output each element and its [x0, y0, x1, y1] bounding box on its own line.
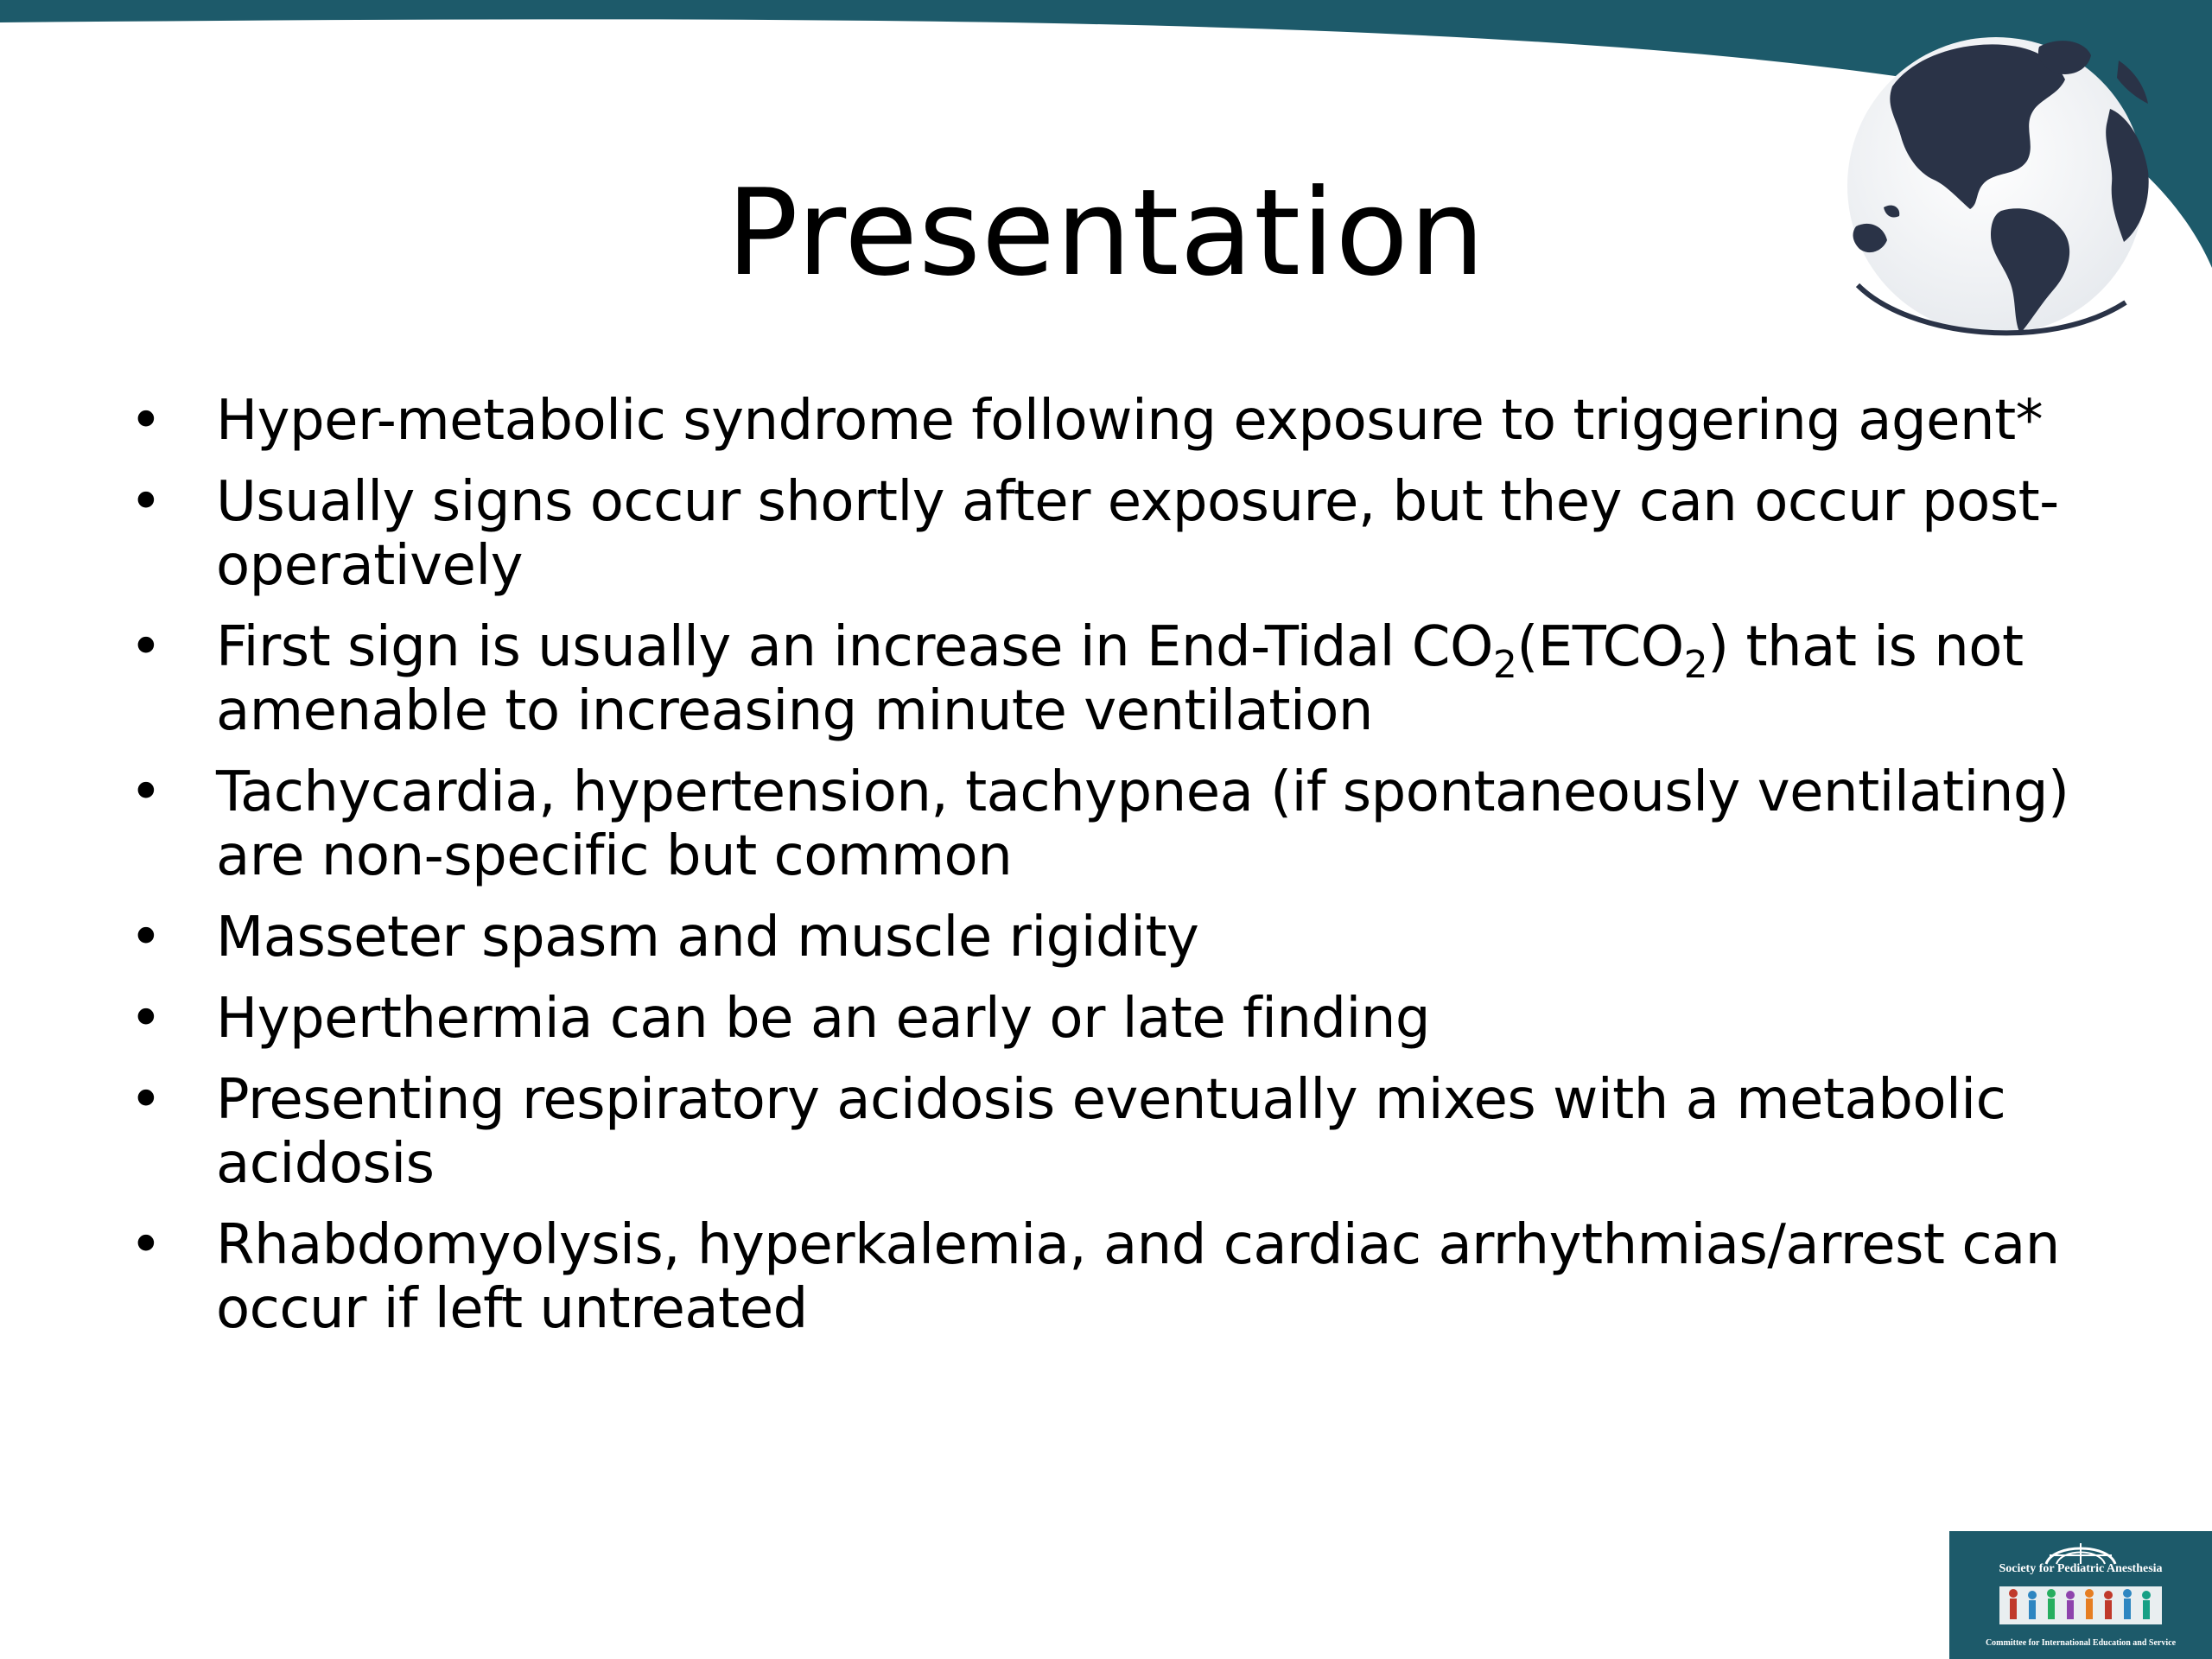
bullet-text-part: First sign is usually an increase in End-Tidal CO — [216, 615, 1493, 679]
bullet-text: Hyperthermia can be an early or late finding — [216, 987, 1430, 1051]
bullet-icon: • — [130, 1068, 162, 1132]
bullet-text — [216, 615, 2024, 743]
subscript: 2 — [1492, 643, 1517, 687]
bullet-text: Rhabdomyolysis, hyperkalemia, and cardiac arrhythmias/arrest can occur if left untreated — [216, 1213, 2060, 1341]
bullet-icon: • — [130, 760, 162, 824]
bullet-text: Masseter spasm and muscle rigidity — [216, 906, 1199, 969]
subscript: 2 — [1683, 643, 1708, 687]
bullet-item — [130, 615, 2100, 743]
slide-title: Presentation — [726, 163, 1486, 302]
bullet-icon: • — [130, 987, 162, 1051]
bullet-text: Usually signs occur shortly after exposure, but they can occur post-operatively — [216, 470, 2059, 598]
bullet-item — [130, 1213, 2100, 1341]
bullet-item — [130, 760, 2100, 888]
bullet-item — [130, 389, 2100, 453]
bullet-item — [130, 987, 2100, 1051]
logo-org-name: Society for Pediatric Anesthesia — [1999, 1562, 2163, 1575]
bullet-text: Presenting respiratory acidosis eventually mixes with a metabolic acidosis — [216, 1068, 2006, 1196]
bullet-list — [130, 389, 2100, 1358]
bullet-item — [130, 470, 2100, 598]
bullet-icon: • — [130, 389, 162, 453]
bullet-text: Hyper-metabolic syndrome following exposure to triggering agent* — [216, 389, 2044, 453]
bullet-icon: • — [130, 470, 162, 534]
bullet-text-part: ) that is not amenable to increasing minute ventilation — [216, 615, 2024, 743]
continent-asia-edge — [2117, 60, 2148, 104]
society-logo — [1949, 1531, 2212, 1659]
logo-committee: Committee for International Education and Service — [1985, 1638, 2177, 1648]
bullet-item — [130, 1068, 2100, 1196]
bullet-text-part: (ETCO — [1516, 615, 1684, 679]
bullet-icon: • — [130, 906, 162, 969]
bullet-text: Tachycardia, hypertension, tachypnea (if spontaneously ventilating) are non-specific but common — [216, 760, 2069, 888]
bullet-icon: • — [130, 615, 162, 679]
bullet-item — [130, 906, 2100, 969]
bullet-icon: • — [130, 1213, 162, 1277]
